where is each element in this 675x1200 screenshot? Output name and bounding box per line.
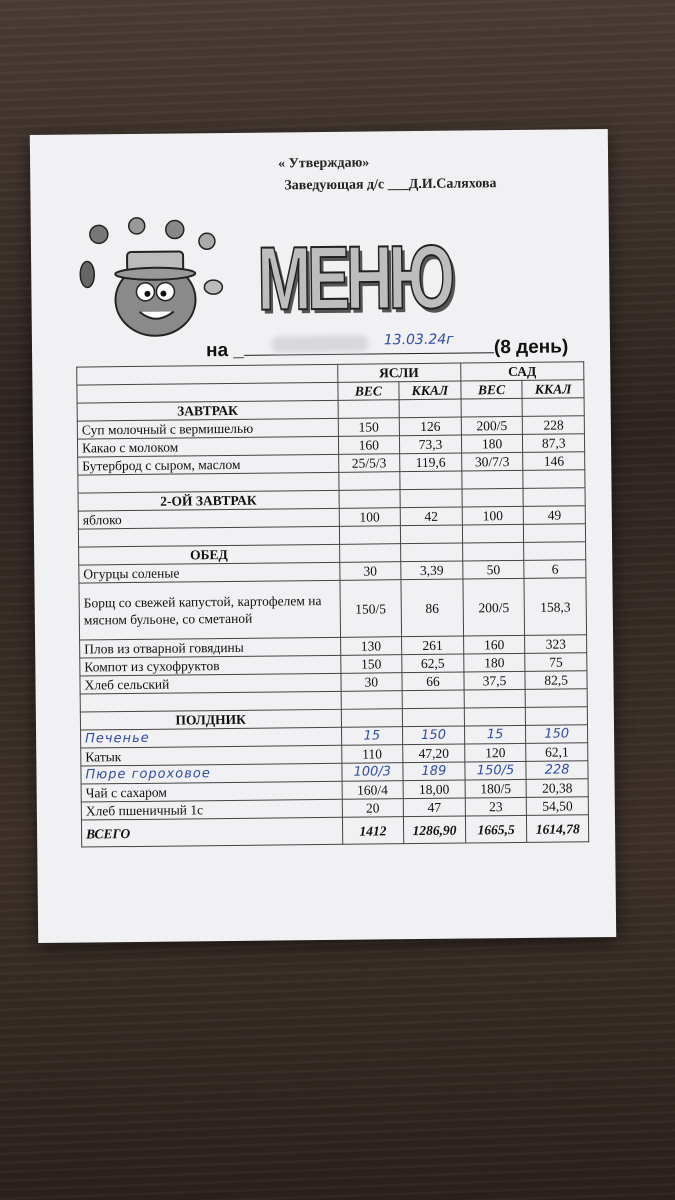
table-cell-value: 150	[526, 725, 588, 744]
section-second-breakfast: 2-ОЙ ЗАВТРАК	[78, 490, 339, 511]
table-cell	[462, 488, 524, 507]
column-kcal: ККАЛ	[522, 380, 584, 399]
approval-line: « Утверждаю»	[278, 155, 370, 172]
table-cell-value: 54,50	[527, 797, 589, 816]
column-weight: ВЕС	[461, 380, 523, 399]
table-cell-value: 180	[461, 434, 523, 453]
table-cell-value: 146	[523, 452, 585, 471]
table-cell-value: 82,5	[525, 671, 587, 690]
table-cell-value: 47,20	[403, 744, 465, 763]
table-cell: Чай с сахаром	[81, 781, 342, 802]
table-cell	[462, 542, 524, 561]
date-line	[206, 333, 568, 362]
table-cell: Пюре гороховое	[81, 763, 342, 784]
table-cell-value: 18,00	[403, 780, 465, 799]
table-cell	[523, 488, 585, 507]
table-cell-value: 200/5	[461, 416, 523, 435]
table-cell: Хлеб сельский	[80, 673, 341, 694]
date-field	[244, 331, 494, 356]
table-cell-value: 126	[399, 417, 461, 436]
table-cell: Компот из сухофруктов	[80, 655, 341, 676]
total-nursery-weight: 1412	[342, 817, 404, 845]
table-cell	[524, 542, 586, 561]
page-title: МЕНЮ	[256, 227, 452, 330]
table-cell-value: 15	[464, 725, 526, 744]
table-cell-value: 120	[464, 743, 526, 762]
table-cell	[462, 470, 524, 489]
table-cell: Суп молочный с вермишелью	[77, 418, 338, 439]
table-cell-value: 158,3	[524, 578, 586, 636]
table-cell-value: 180	[463, 653, 525, 672]
table-cell-value: 30	[340, 673, 402, 692]
table-cell-value: 49	[524, 506, 586, 525]
table-cell-value: 30/7/3	[461, 452, 523, 471]
table-cell	[522, 398, 584, 417]
mascot-icon	[75, 211, 226, 343]
table-cell	[339, 544, 401, 563]
table-cell	[339, 526, 401, 545]
menu-table	[76, 361, 589, 847]
table-cell	[341, 709, 403, 728]
table-cell: Катык	[81, 745, 342, 766]
table-cell	[401, 525, 463, 544]
table-row	[79, 578, 587, 640]
table-cell-value: 6	[524, 560, 586, 579]
section-snack: ПОЛДНИК	[80, 709, 341, 730]
table-cell	[526, 707, 588, 726]
table-cell	[402, 708, 464, 727]
table-cell: Печенье	[81, 727, 342, 748]
table-cell-value: 150	[403, 726, 465, 745]
table-cell-value: 150/5	[465, 761, 527, 780]
table-cell: Хлеб пшеничный 1с	[81, 799, 342, 820]
table-cell-value: 180/5	[465, 779, 527, 798]
total-nursery-kcal: 1286,90	[404, 816, 466, 844]
total-label: ВСЕГО	[81, 817, 342, 847]
day-number: (8 день)	[493, 336, 569, 359]
table-cell	[399, 399, 461, 418]
table-cell-value: 30	[339, 562, 401, 581]
redacted-mark	[272, 336, 368, 353]
table-cell-value: 50	[463, 560, 525, 579]
table-cell-value: 228	[526, 761, 588, 780]
table-cell: Бутерброд с сыром, маслом	[78, 454, 339, 475]
table-cell-value: 42	[400, 507, 462, 526]
table-cell-value: 75	[525, 653, 587, 672]
table-cell-value: 15	[341, 727, 403, 746]
table-cell-value: 150/5	[339, 580, 401, 638]
table-cell	[523, 470, 585, 489]
table-cell	[401, 543, 463, 562]
table-cell	[462, 524, 524, 543]
table-cell	[525, 689, 587, 708]
table-cell-value: 130	[340, 637, 402, 656]
date-handwritten: 13.03.24г	[383, 331, 454, 349]
table-cell-value: 37,5	[464, 671, 526, 690]
table-cell-value: 261	[402, 636, 464, 655]
table-cell	[461, 398, 523, 417]
table-cell-value: 20	[342, 799, 404, 818]
table-cell-value: 150	[338, 418, 400, 437]
table-cell-value: 62,1	[526, 743, 588, 762]
table-cell-value: 160	[463, 635, 525, 654]
column-group-garden: САД	[460, 362, 583, 381]
table-cell	[339, 490, 401, 509]
table-cell-value: 119,6	[400, 453, 462, 472]
table-cell: Огурцы соленые	[79, 562, 340, 583]
table-cell: Какао с молоком	[77, 436, 338, 457]
column-weight: ВЕС	[337, 382, 399, 401]
table-cell-value: 100	[339, 508, 401, 527]
table-cell: Борщ со свежей капустой, картофелем на мясном бульоне, со сметаной	[79, 580, 340, 640]
table-cell: Плов из отварной говядины	[80, 637, 341, 658]
table-cell	[402, 690, 464, 709]
menu-sheet	[30, 129, 616, 943]
table-cell	[341, 691, 403, 710]
column-group-nursery: ЯСЛИ	[337, 363, 460, 382]
table-cell	[338, 472, 400, 491]
table-cell-value: 100	[462, 506, 524, 525]
table-cell-value: 228	[523, 416, 585, 435]
table-cell-value: 150	[340, 655, 402, 674]
table-cell-value: 110	[341, 745, 403, 764]
approver-name: Заведующая д/с ___Д.И.Саляхова	[284, 176, 497, 194]
table-cell	[400, 489, 462, 508]
table-cell	[338, 400, 400, 419]
table-cell	[524, 524, 586, 543]
table-cell-value: 323	[525, 635, 587, 654]
table-cell	[464, 707, 526, 726]
table-cell-value: 160	[338, 436, 400, 455]
table-cell-value: 73,3	[400, 435, 462, 454]
table-cell-value: 23	[465, 797, 527, 816]
table-cell-value: 189	[403, 762, 465, 781]
table-cell-value: 160/4	[342, 781, 404, 800]
column-kcal: ККАЛ	[399, 381, 461, 400]
table-cell-value: 3,39	[401, 561, 463, 580]
table-cell: яблоко	[78, 508, 339, 529]
total-row	[81, 815, 588, 847]
section-lunch: ОБЕД	[79, 544, 340, 565]
table-cell-value: 86	[401, 579, 463, 637]
table-cell-value: 62,5	[402, 654, 464, 673]
table-cell-value: 47	[403, 798, 465, 817]
table-cell	[464, 689, 526, 708]
table-cell-value: 87,3	[523, 434, 585, 453]
table-cell-value: 200/5	[463, 578, 525, 636]
table-cell-value: 20,38	[526, 779, 588, 798]
date-prefix: на _	[205, 339, 245, 362]
table-cell-value: 25/5/3	[338, 454, 400, 473]
total-garden-weight: 1665,5	[465, 815, 527, 843]
total-garden-kcal: 1614,78	[527, 815, 589, 843]
table-cell-value: 66	[402, 672, 464, 691]
table-cell	[400, 471, 462, 490]
table-cell-value: 100/3	[341, 763, 403, 782]
section-breakfast: ЗАВТРАК	[77, 400, 338, 421]
